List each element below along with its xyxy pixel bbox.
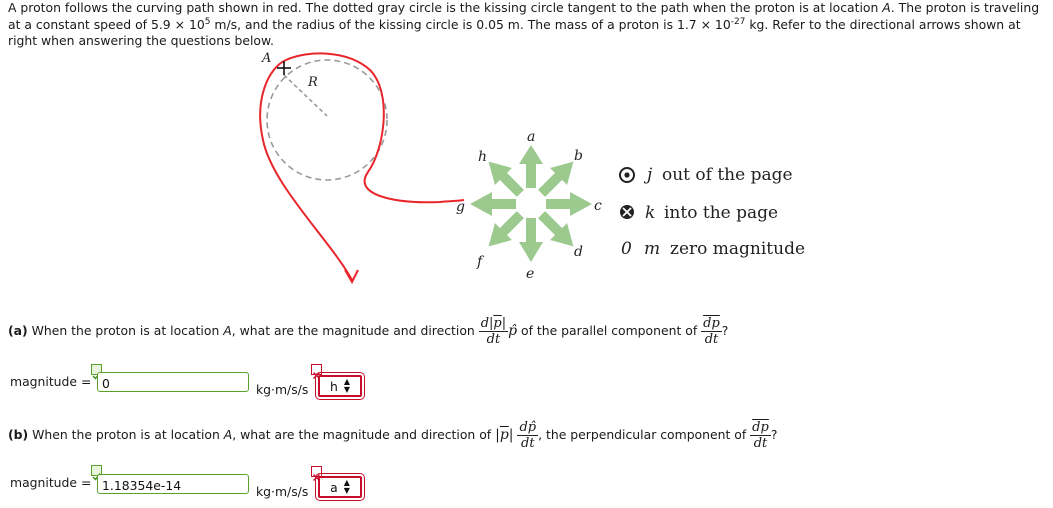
- legend-m-text: zero magnitude: [670, 239, 806, 259]
- p-magnitude-symbol: $|\overline{p}|$: [495, 427, 514, 443]
- magnitude-b-input-box[interactable]: [97, 474, 249, 494]
- legend-zero-marker: 0: [621, 239, 632, 259]
- problem-statement: A proton follows the curving path shown in red. The dotted gray circle is the kissing circle tangent to the path when the proton is at location A. The proton is traveling at a constant speed of $5.9 \times 10^5$ m/s, and the radius of the kissing circle is 0.05 m. The mass of a proton is $1.7 \times 10^{-27}$ kg. Refer to the directional arrows shown at right when answering the questions below.: [8, 0, 1040, 48]
- legend: [620, 165, 805, 259]
- question-a: (a) When the proton is at location A, what are the magnitude and direction $\frac{d|\overline{p}|}{dt}$ p̂ of the parallel component of $\frac{\overline{dp}}{dt}$ ?: [8, 316, 729, 347]
- arrow-e-icon: [519, 218, 543, 262]
- arrow-label-e: e: [526, 266, 535, 282]
- magnitude-a-input[interactable]: [98, 375, 248, 393]
- magnitude-b-input[interactable]: [98, 477, 248, 495]
- path-arrowhead: [345, 270, 358, 282]
- label-r: R: [308, 75, 318, 90]
- kissing-circle: [267, 60, 387, 180]
- arrow-label-f: f: [477, 254, 483, 270]
- legend-j-text: out of the page: [662, 165, 793, 185]
- dp-dt-fraction-b: $\frac{\overline{dp}}{dt}$: [752, 420, 769, 451]
- legend-k-text: into the page: [664, 203, 779, 223]
- cross-a-icon: [311, 364, 322, 375]
- out-of-page-dot: [624, 172, 629, 177]
- arrow-label-g: g: [456, 199, 465, 215]
- arrow-c-icon: [546, 192, 592, 216]
- arrow-g-icon: [470, 192, 516, 216]
- proton-path: [260, 53, 464, 280]
- direction-a-select[interactable]: [318, 375, 362, 397]
- magnitude-a-label: magnitude =: [10, 374, 92, 389]
- arrow-label-h: h: [478, 149, 488, 165]
- legend-m-symbol: m: [644, 239, 661, 259]
- direction-b-select[interactable]: [318, 476, 362, 498]
- direction-a-value: h: [329, 378, 338, 394]
- p-hat-symbol: p̂: [508, 323, 518, 339]
- question-b-label: (b): [8, 427, 29, 442]
- dp-magnitude-dt-fraction: $\frac{d|\overline{p}|}{dt}$: [480, 316, 507, 347]
- legend-k-symbol: k: [645, 203, 656, 223]
- question-b: (b) When the proton is at location A, what are the magnitude and direction of $|\overline{p}|$ $\frac{dp̂}{dt}$ , the perpendicular component of $\frac{\overline{dp}}{dt}$ ?: [8, 420, 778, 451]
- arrow-label-d: d: [574, 244, 583, 260]
- arrow-label-b: b: [574, 148, 583, 164]
- legend-j-symbol: j: [647, 165, 653, 185]
- dp-hat-dt-fraction: $\frac{dp̂}{dt}$: [519, 420, 537, 451]
- radius-line: [284, 75, 327, 116]
- question-a-label: (a): [8, 323, 28, 338]
- direction-b-value: a: [330, 479, 338, 495]
- unit-b-label: kg·m/s/s: [256, 484, 309, 499]
- arrow-label-c: c: [594, 198, 602, 214]
- arrow-a-icon: [519, 145, 543, 188]
- arrow-label-a: a: [527, 129, 536, 145]
- label-a: A: [262, 51, 272, 66]
- magnitude-a-input-box[interactable]: [97, 372, 249, 392]
- magnitude-b-label: magnitude =: [10, 475, 92, 490]
- updown-chevron-icon: ▲ ▼: [343, 377, 350, 394]
- unit-a-label: kg·m/s/s: [256, 382, 309, 397]
- updown-chevron-icon: ▲ ▼: [343, 478, 350, 495]
- dp-dt-fraction: $\frac{\overline{dp}}{dt}$: [703, 316, 720, 347]
